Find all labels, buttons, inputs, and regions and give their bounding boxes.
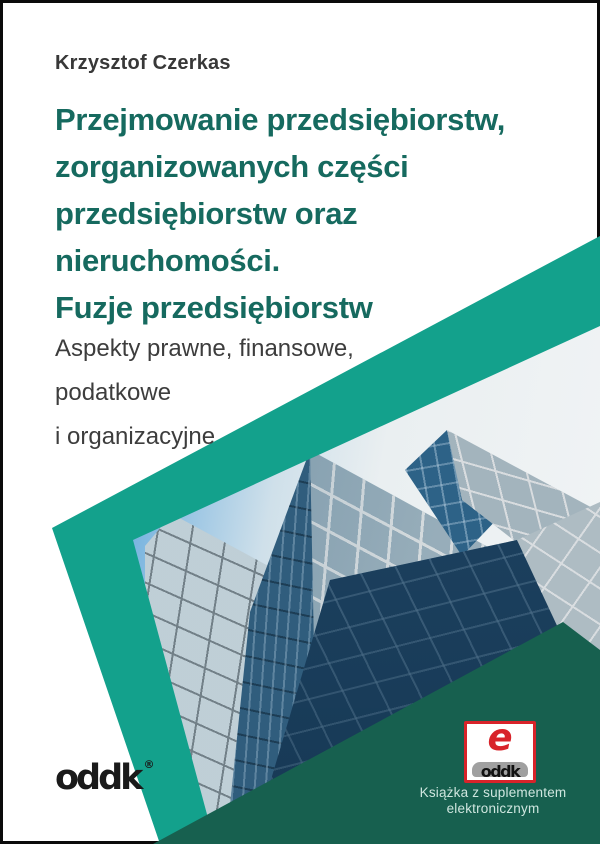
badge-e-icon: e bbox=[487, 716, 513, 759]
title-line: przedsiębiorstw oraz bbox=[55, 196, 358, 231]
title-line: Fuzje przedsiębiorstw bbox=[55, 290, 373, 325]
book-title bbox=[55, 96, 575, 331]
publisher-logo-text: oddk bbox=[55, 758, 141, 798]
badge-oddk-label: oddk bbox=[480, 762, 520, 781]
publisher-logo-oddk bbox=[55, 758, 155, 798]
caption-line: elektronicznym bbox=[446, 801, 540, 816]
subtitle-line: Aspekty prawne, finansowe, bbox=[55, 335, 354, 362]
e-supplement-badge bbox=[464, 716, 536, 783]
subtitle-line: podatkowe bbox=[55, 379, 172, 406]
title-line: zorganizowanych części bbox=[55, 149, 409, 184]
title-line: Przejmowanie przedsiębiorstw, bbox=[55, 102, 506, 137]
subtitle-line: i organizacyjne bbox=[55, 423, 216, 450]
author-name: Krzysztof Czerkas bbox=[55, 52, 231, 74]
book-subtitle bbox=[55, 327, 475, 459]
caption-line: Książka z suplementem bbox=[419, 785, 567, 800]
registered-trademark-icon: ® bbox=[143, 758, 155, 772]
title-line: nieruchomości. bbox=[55, 243, 280, 278]
supplement-caption bbox=[398, 785, 588, 817]
